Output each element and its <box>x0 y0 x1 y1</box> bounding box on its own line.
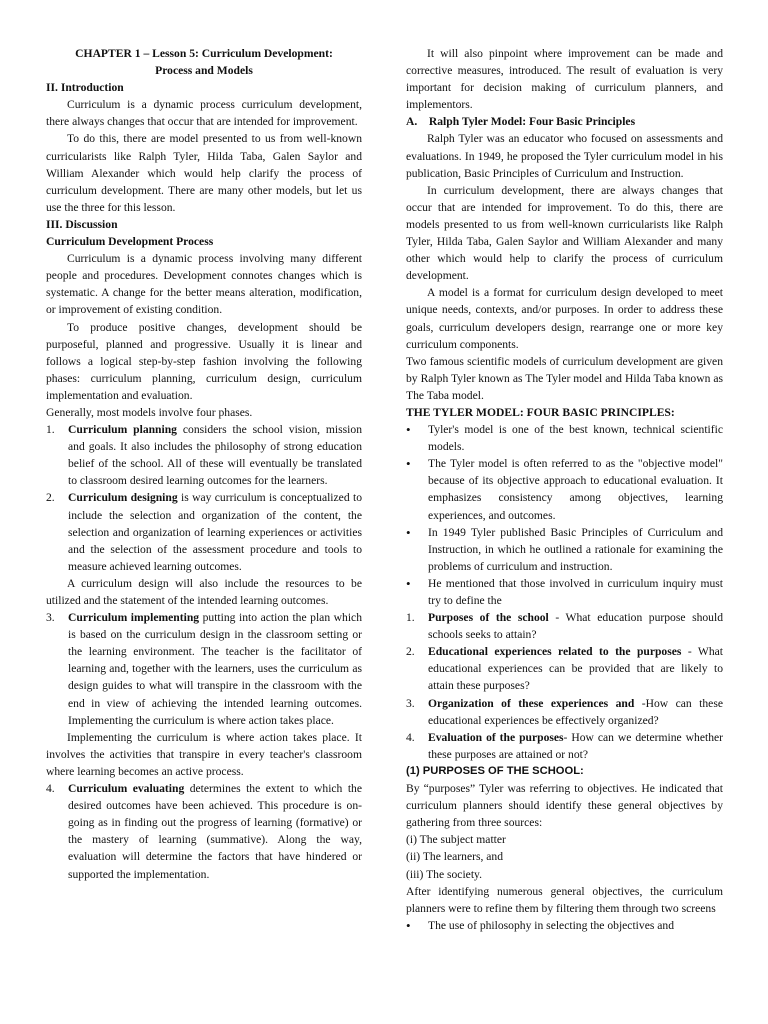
chapter-title-line2: Process and Models <box>155 64 253 78</box>
chapter-title-line1: CHAPTER 1 – Lesson 5: Curriculum Development: <box>75 47 333 60</box>
list-number: 3. <box>46 611 55 625</box>
phase-description: considers the school vision, mission and goals. It also includes the philosophy of strong education belief of the school. All of these will eventually be translated to classroom desired learning outcomes for the learners. <box>68 423 362 488</box>
principle-description: - What educational experiences can be provided that are likely to attain these purposes? <box>428 645 723 693</box>
bullet-item <box>406 524 723 575</box>
list-text <box>68 421 362 489</box>
list-text <box>68 780 362 883</box>
process-paragraph-1: Curriculum is a dynamic process involving many different people and procedures. Development connotes changes which is systematic. A change for the better means alteration, modification, or improvement of existing condition. <box>46 252 362 317</box>
tyler-model-heading: A. Ralph Tyler Model: Four Basic Principles <box>406 115 636 129</box>
bullet-text: The Tyler model is often referred to as the "objective model" because of its objective approach to educational evaluation. It emphasizes consistency among objectives, learning experiences, and outcomes. <box>428 457 723 522</box>
bullet-icon: • <box>406 917 411 933</box>
bullet-item <box>406 421 723 455</box>
source-item: (i) The subject matter <box>406 833 506 847</box>
list-number: 1. <box>406 611 415 625</box>
list-number: 2. <box>406 645 415 659</box>
purposes-heading: (1) PURPOSES OF THE SCHOOL: <box>406 764 584 777</box>
list-number: 4. <box>46 782 55 796</box>
four-principles-heading: THE TYLER MODEL: FOUR BASIC PRINCIPLES: <box>406 405 675 419</box>
term-organization: Organization of these experiences and <box>428 696 635 710</box>
bullet-item <box>406 575 723 609</box>
list-item-principle-1 <box>406 609 723 643</box>
tyler-paragraph-3: A model is a format for curriculum design developed to meet unique needs, contexts, and/or purposes. In order to address these goals, curriculum developers design, rearrange one or more key curriculum components. <box>406 286 723 351</box>
list-text <box>428 609 723 643</box>
design-note: A curriculum design will also include the resources to be utilized and the statement of the intended learning outcomes. <box>46 576 362 607</box>
list-item-phase-4 <box>46 780 362 883</box>
list-item-phase-2 <box>46 489 362 574</box>
term-evaluation: Evaluation of the purposes <box>428 730 564 744</box>
intro-paragraph-1: Curriculum is a dynamic process curriculum development, there always changes that occur that are intended for improvement. <box>46 98 362 129</box>
list-item-principle-3 <box>406 695 723 729</box>
list-text <box>428 643 723 694</box>
process-paragraph-2: To produce positive changes, development should be purposeful, planned and progressive. Usually it is linear and follows a logical step-by-step fashion involving the following phases: curriculum planning, curriculum design, curriculum implementation and evaluation. <box>46 320 362 402</box>
list-text <box>428 729 723 763</box>
source-item: (iii) The society. <box>406 867 482 881</box>
left-column <box>46 45 362 883</box>
bullet-item <box>406 455 723 523</box>
tyler-paragraph-4: Two famous scientific models of curriculum development are given by Ralph Tyler known as The Tyler model and Hilda Taba known as The Taba model. <box>406 354 723 402</box>
phase-description: putting into action the plan which is based on the curriculum design in the classroom setting or the learning environment. The teacher is the facilitator of learning and, together with the learners, uses the curriculum as design guides to what will transpire in the classroom with the end in view of achieving the intended learning outcomes. Implementing the curriculum is where action takes place. <box>68 611 362 727</box>
bullet-item <box>406 917 723 934</box>
list-item-principle-4 <box>406 729 723 763</box>
list-number: 2. <box>46 491 55 505</box>
term-curriculum-designing: Curriculum designing <box>68 491 178 505</box>
introduction-heading: II. Introduction <box>46 81 124 95</box>
term-educational-experiences: Educational experiences related to the purposes <box>428 645 682 659</box>
discussion-heading: III. Discussion <box>46 217 118 231</box>
phase-description: is way curriculum is conceptualized to include the selection and organization of the content, the selection and organization of learning experiences or activities and the selection of the assessment procedure and tools to measure achieved learning outcomes. <box>68 491 362 573</box>
list-number: 1. <box>46 423 55 437</box>
term-purposes: Purposes of the school <box>428 611 549 625</box>
bullet-text: The use of philosophy in selecting the objectives and <box>428 918 674 932</box>
principle-description: -How can these educational experiences be effectively organized? <box>428 696 723 727</box>
principle-description: - How can we determine whether these purposes are attained or not? <box>428 730 723 761</box>
principle-description: - What education purpose should schools seeks to attain? <box>428 611 723 642</box>
bullet-text: He mentioned that those involved in curriculum inquiry must try to define the <box>428 576 723 607</box>
list-item-phase-1 <box>46 421 362 489</box>
term-curriculum-implementing: Curriculum implementing <box>68 611 200 625</box>
term-curriculum-planning: Curriculum planning <box>68 423 177 437</box>
process-heading: Curriculum Development Process <box>46 235 214 249</box>
list-text <box>68 609 362 729</box>
bullet-text: In 1949 Tyler published Basic Principles of Curriculum and Instruction, in which he outlined a rationale for examining the problems of curriculum and instruction. <box>428 525 723 573</box>
bullet-icon: • <box>406 422 411 438</box>
bullet-icon: • <box>406 575 411 591</box>
term-curriculum-evaluating: Curriculum evaluating <box>68 782 185 796</box>
list-number: 4. <box>406 730 415 744</box>
right-column <box>406 45 723 934</box>
intro-paragraph-2: To do this, there are model presented to us from well-known curricularists like Ralph Tyler, Hilda Taba, Galen Saylor and William Alexander which would help clarify the process of curriculum development. There are many other models, but let us use the three for this lesson. <box>46 132 362 214</box>
tyler-paragraph-1: Ralph Tyler was an educator who focused on assessments and evaluations. In 1949, he proposed the Tyler curriculum model in his publication, Basic Principles of Curriculum and Instruction. <box>406 132 723 180</box>
phase-description: determines the extent to which the desired outcomes have been achieved. This procedure is on-going as in finding out the progress of learning (formative) or the mastery of learning (summative). Along the way, evaluation will determine the factors that have hindered or supported the implementation. <box>68 782 362 881</box>
implement-note: Implementing the curriculum is where action takes place. It involves the activities that transpire in every teacher's classroom where learning becomes an active process. <box>46 730 362 778</box>
list-text <box>428 695 723 729</box>
process-paragraph-3: Generally, most models involve four phases. <box>46 405 253 419</box>
tyler-paragraph-2: In curriculum development, there are always changes that occur that are intended for improvement. To do this, there are models presented to us from well-known curricularists like Ralph Tyler, Hilda Taba, Galen Saylor and William Alexander and many other which would help to clarify the process of curriculum development. <box>406 183 723 283</box>
evaluation-continued-paragraph: It will also pinpoint where improvement can be made and corrective measures, introduced. The result of evaluation is very important for decision making of curriculum planners, and implementors. <box>406 47 723 112</box>
bullet-text: Tyler's model is one of the best known, technical scientific models. <box>428 423 723 454</box>
bullet-icon: • <box>406 456 411 472</box>
source-item: (ii) The learners, and <box>406 850 504 864</box>
purposes-paragraph-1: By “purposes” Tyler was referring to objectives. He indicated that curriculum planners should identify these general objectives by gathering from three sources: <box>406 782 723 830</box>
list-number: 3. <box>406 696 415 710</box>
list-item-phase-3 <box>46 609 362 729</box>
list-text <box>68 489 362 574</box>
purposes-paragraph-2: After identifying numerous general objectives, the curriculum planners were to refine them by filtering them through two screens <box>406 884 723 915</box>
bullet-icon: • <box>406 524 411 540</box>
list-item-principle-2 <box>406 643 723 694</box>
